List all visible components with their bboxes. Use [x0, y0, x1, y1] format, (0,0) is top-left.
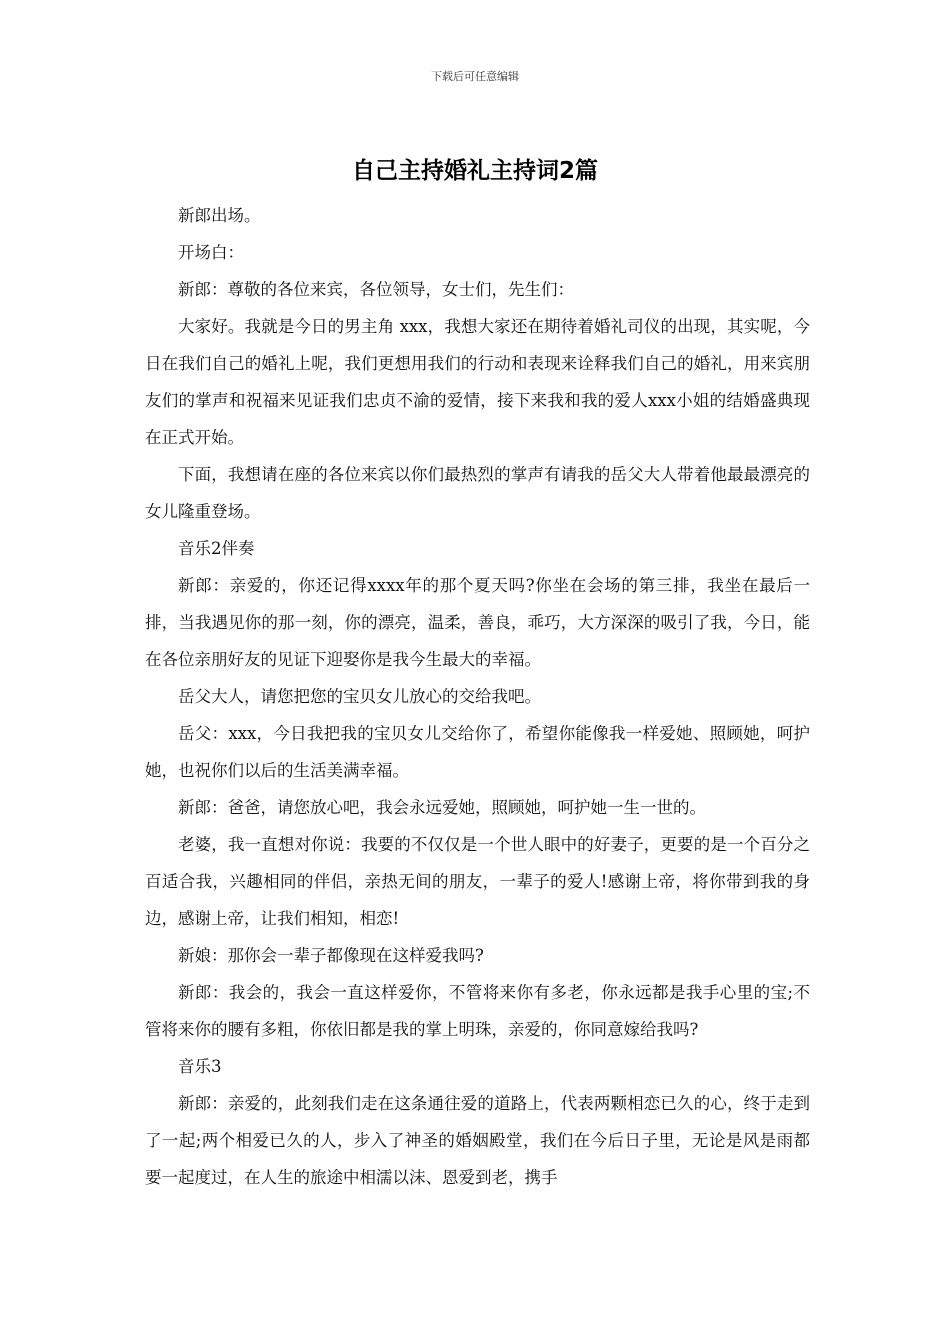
paragraph: 新郎：我会的，我会一直这样爱你，不管将来你有多老，你永远都是我手心里的宝;不管将来你的腰有多粗，你依旧都是我的掌上明珠，亲爱的，你同意嫁给我吗? — [145, 983, 810, 1039]
document-title: 自己主持婚礼主持词2篇 — [351, 158, 598, 184]
paragraph: 新娘：那你会一辈子都像现在这样爱我吗? — [178, 946, 484, 965]
paragraph: 老婆，我一直想对你说：我要的不仅仅是一个世人眼中的好妻子，更要的是一个百分之百适合我，兴趣相同的伴侣，亲热无间的朋友，一辈子的爱人!感谢上帝，将你带到我的身边，感谢上帝，让我们相知，相恋! — [145, 835, 810, 928]
paragraph: 音乐3 — [178, 1057, 222, 1076]
paragraph: 岳父：xxx，今日我把我的宝贝女儿交给你了，希望你能像我一样爱她、照顾她，呵护她，也祝你们以后的生活美满幸福。 — [145, 724, 810, 780]
paragraph: 大家好。我就是今日的男主角 xxx，我想大家还在期待着婚礼司仪的出现，其实呢，今日在我们自己的婚礼上呢，我们更想用我们的行动和表现来诠释我们自己的婚礼，用来宾朋友们的掌声和祝福来见证我们忠贞不渝的爱情，接下来我和我的爱人xxx小姐的结婚盛典现在正式开始。 — [145, 317, 810, 447]
paragraph: 开场白： — [178, 243, 244, 262]
paragraph: 岳父大人，请您把您的宝贝女儿放心的交给我吧。 — [178, 687, 541, 706]
paragraph: 新郎出场。 — [178, 206, 261, 225]
paragraph: 新郎：亲爱的，你还记得xxxx年的那个夏天吗?你坐在会场的第三排，我坐在最后一排，当我遇见你的那一刻，你的漂亮，温柔，善良，乖巧，大方深深的吸引了我，今日，能在各位亲朋好友的见证下迎娶你是我今生最大的幸福。 — [145, 576, 810, 669]
document-body — [145, 197, 810, 1196]
header-note: 下载后可任意编辑 — [431, 70, 519, 83]
paragraph: 新郎：爸爸，请您放心吧，我会永远爱她，照顾她，呵护她一生一世的。 — [178, 798, 706, 817]
paragraph: 下面，我想请在座的各位来宾以你们最热烈的掌声有请我的岳父大人带着他最最漂亮的女儿隆重登场。 — [145, 465, 810, 521]
paragraph: 音乐2伴奏 — [178, 539, 255, 558]
paragraph: 新郎：亲爱的，此刻我们走在这条通往爱的道路上，代表两颗相恋已久的心，终于走到了一起;两个相爱已久的人，步入了神圣的婚姻殿堂，我们在今后日子里，无论是风是雨都要一起度过，在人生的旅途中相濡以沫、恩爱到老，携手 — [145, 1094, 810, 1187]
paragraph: 新郎：尊敬的各位来宾，各位领导，女士们，先生们： — [178, 280, 574, 299]
